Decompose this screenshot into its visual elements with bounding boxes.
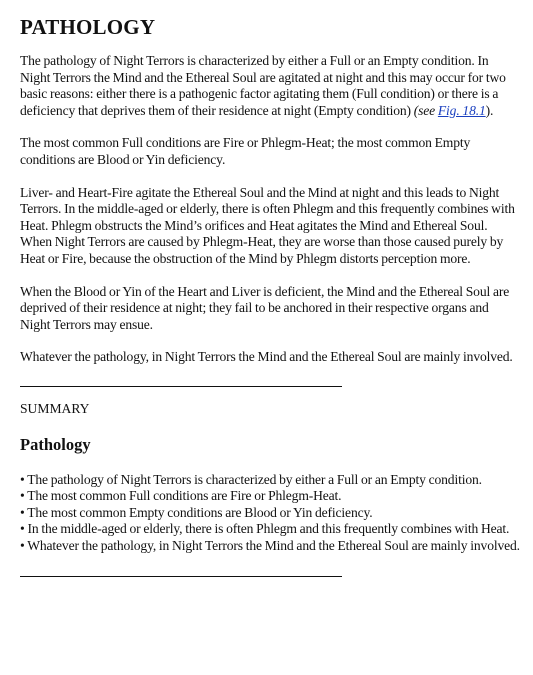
document-page: [20, 14, 520, 577]
figure-link[interactable]: Fig. 18.1: [437, 102, 486, 118]
summary-bullet-item: • The pathology of Night Terrors is characterized by either a Full or an Empty condition.: [20, 471, 482, 487]
summary-bullet-item: • In the middle-aged or elderly, there is often Phlegm and this frequently combines with Heat.: [20, 521, 510, 537]
summary-heading: Pathology: [20, 434, 91, 454]
summary-bullet-list: [20, 472, 520, 555]
divider-bottom: [20, 576, 342, 577]
figure-reference-open: (see: [413, 102, 438, 118]
divider-top: [20, 386, 342, 387]
paragraph-pathology-intro: [20, 53, 520, 119]
summary-bullet-item: • The most common Full conditions are Fire or Phlegm-Heat.: [20, 488, 342, 504]
paragraph-deficiency: When the Blood or Yin of the Heart and Liver is deficient, the Mind and the Ethereal Soul are deprived of their residence at night; they fail to be anchored in their respective organs and Night Terrors may ensue.: [20, 283, 510, 332]
section-heading: PATHOLOGY: [20, 15, 156, 39]
summary-bullet-item: • Whatever the pathology, in Night Terrors the Mind and the Ethereal Soul are mainly involved.: [20, 537, 520, 553]
paragraph-conclusion: Whatever the pathology, in Night Terrors the Mind and the Ethereal Soul are mainly involved.: [20, 349, 513, 365]
paragraph-text: The pathology of Night Terrors is characterized by either a Full or an Empty condition. In Night Terrors the Mind and the Ethereal Soul are agitated at night and this may occur for two basic reasons: either there is a pathogenic factor agitating them (Full condition) or there is a deficiency that deprives them of their residence at night (Empty condition): [20, 53, 506, 118]
summary-label: SUMMARY: [20, 400, 90, 416]
paragraph-common-conditions: The most common Full conditions are Fire or Phlegm-Heat; the most common Empty conditions are Blood or Yin deficiency.: [20, 135, 471, 167]
summary-bullet-item: • The most common Empty conditions are Blood or Yin deficiency.: [20, 504, 373, 520]
paragraph-fire-phlegm: Liver- and Heart-Fire agitate the Ethereal Soul and the Mind at night and this leads to Night Terrors. In the middle-aged or elderly, there is often Phlegm and this frequently combines with Heat. Phlegm obstructs the Mind’s orifices and Heat agitates the Mind and Ethereal Soul. When Night Terrors are caused by Phlegm-Heat, they are worse than those caused purely by Heat or Fire, because the obstruction of the Mind by Phlegm distorts perception more.: [20, 184, 515, 266]
figure-reference-close: ).: [485, 102, 494, 118]
